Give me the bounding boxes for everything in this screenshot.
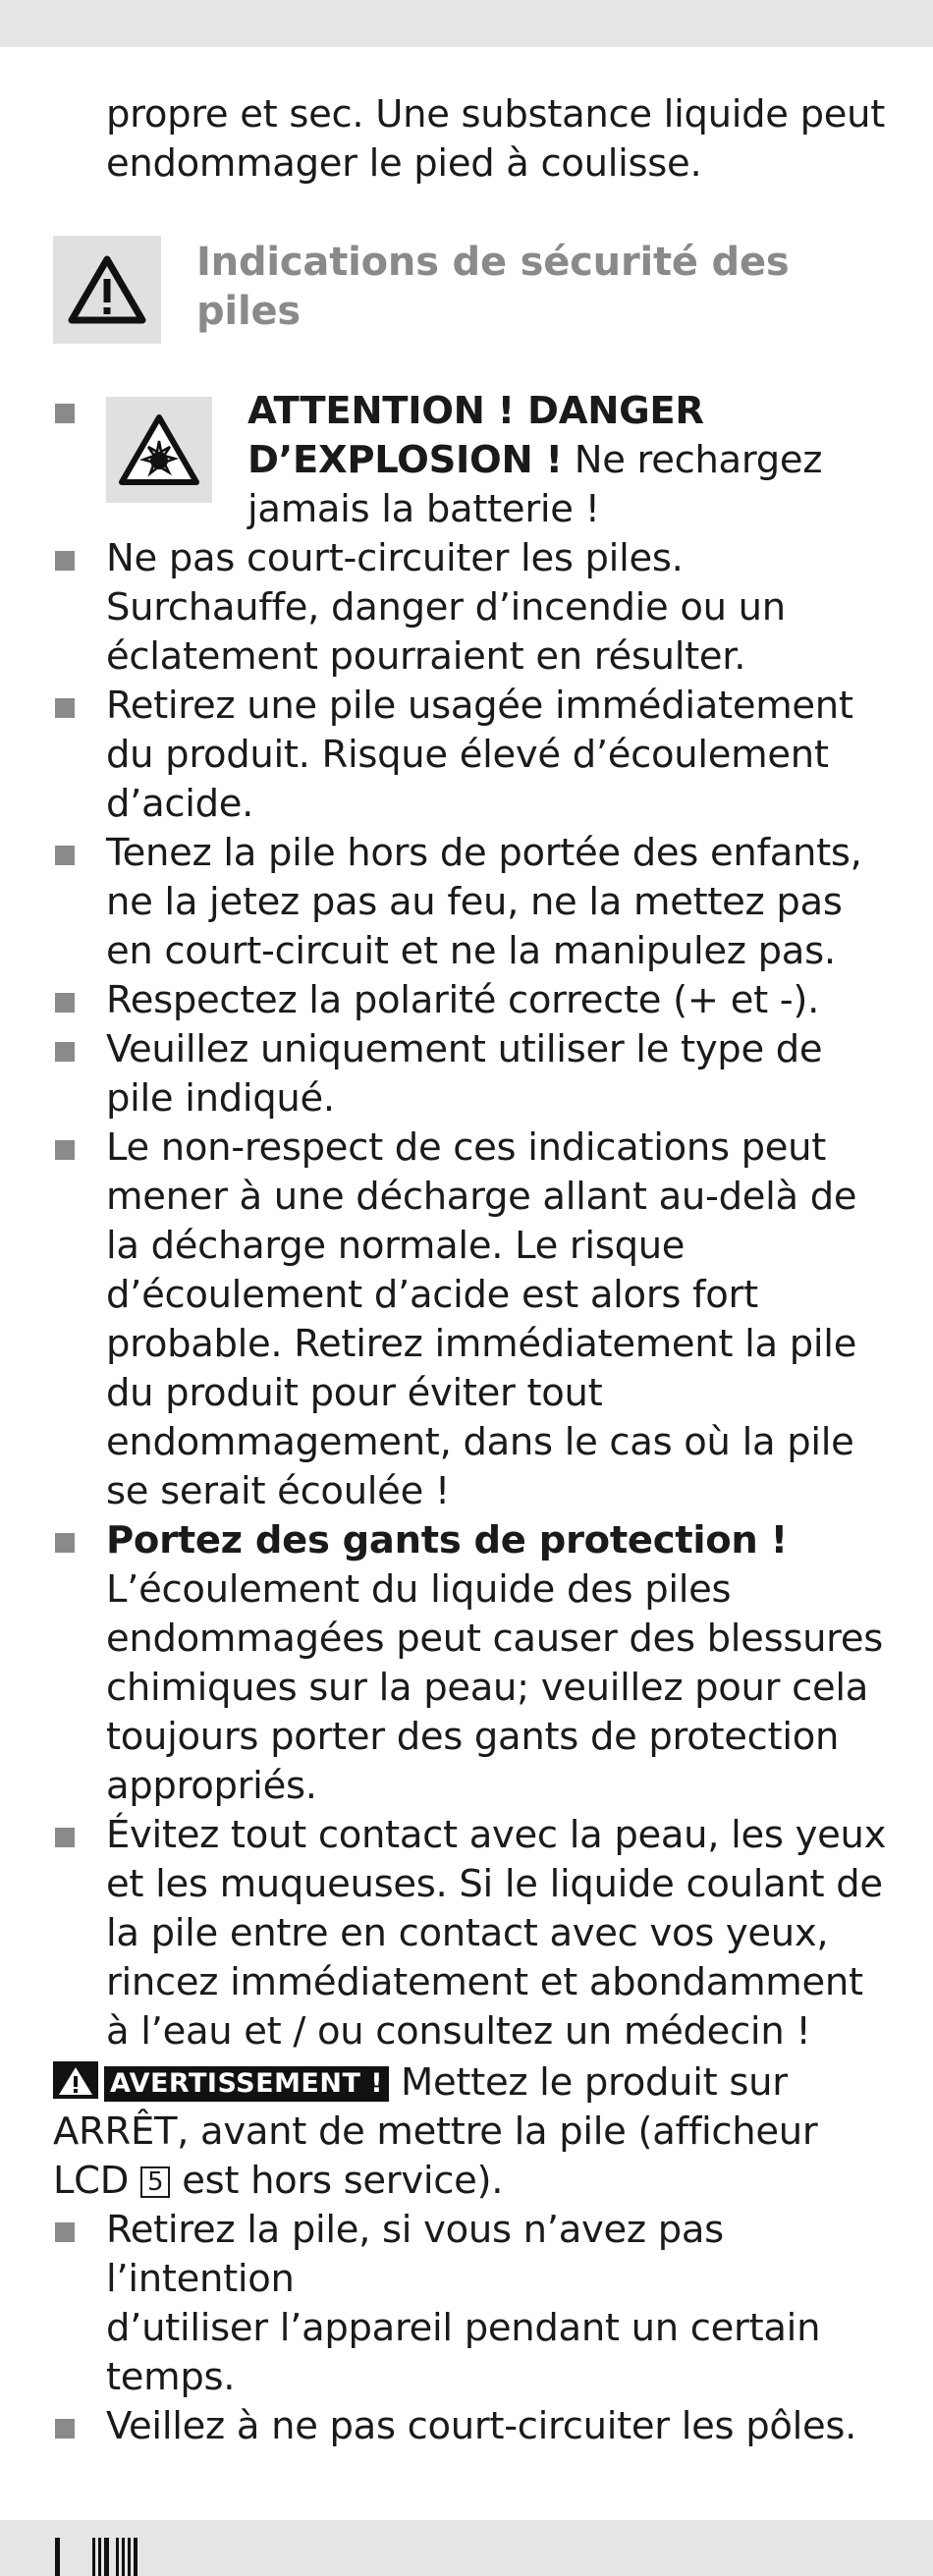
list-item	[53, 534, 888, 682]
item-text: Veuillez uniquement utiliser le type de	[106, 1027, 823, 1071]
item-text: Le non-respect de ces indications peut	[106, 1125, 827, 1170]
item-text: à l’eau et / ou consultez un médecin !	[106, 2009, 811, 2054]
item-text: Ne rechargez	[562, 438, 823, 482]
list-item	[53, 2206, 888, 2402]
bullet-icon	[55, 551, 75, 571]
bullet-icon	[55, 1533, 75, 1553]
item-text: chimiques sur la peau; veuillez pour cela	[106, 1666, 869, 1710]
item-text: du produit pour éviter tout	[106, 1371, 603, 1415]
item-text: d’acide.	[106, 782, 254, 826]
item-text: Tenez la pile hors de portée des enfants,	[106, 831, 862, 875]
list-item	[53, 387, 888, 534]
bullet-icon	[55, 404, 75, 423]
item-text: en court-circuit et ne la manipulez pas.	[106, 929, 836, 973]
bullet-icon	[55, 2419, 75, 2439]
intro-line: propre et sec. Une substance liquide peut	[106, 92, 885, 137]
page-content	[53, 90, 888, 2451]
barcode-icon	[53, 2530, 171, 2576]
header-band	[0, 0, 933, 47]
warning-text: LCD	[53, 2159, 141, 2203]
warning-text: Mettez le produit sur	[389, 2060, 788, 2105]
item-text: probable. Retirez immédiatement la pile	[106, 1322, 857, 1366]
item-text: se serait écoulée !	[106, 1469, 451, 1513]
warning-badge: AVERTISSEMENT !	[104, 2066, 389, 2102]
item-text: endommagement, dans le cas où la pile	[106, 1420, 854, 1464]
item-text: Évitez tout contact avec la peau, les yeux	[106, 1813, 887, 1857]
section-header	[53, 236, 888, 344]
section-title-line: Indications de sécurité des	[196, 240, 790, 285]
list-item	[53, 1516, 888, 1811]
battery-safety-list	[53, 387, 888, 2056]
bullet-icon	[55, 2222, 75, 2242]
section-title-line: piles	[196, 289, 301, 334]
bullet-icon	[55, 1042, 75, 1062]
warning-text: est hors service).	[170, 2159, 504, 2203]
intro-paragraph	[106, 90, 888, 189]
item-text: mener à une décharge allant au-delà de	[106, 1175, 857, 1219]
item-text: endommagées peut causer des blessures	[106, 1617, 884, 1661]
list-item	[53, 976, 888, 1025]
item-text: du produit. Risque élevé d’écoulement	[106, 733, 829, 777]
lcd-reference-box: 5	[140, 2166, 170, 2198]
item-text: Respectez la polarité correcte (+ et -).	[106, 978, 820, 1022]
intro-line: endommager le pied à coulisse.	[106, 141, 702, 186]
bullet-icon	[55, 698, 75, 718]
gloves-heading: Portez des gants de protection !	[106, 1518, 788, 1562]
bullet-icon	[55, 1140, 75, 1160]
item-text: pile indiqué.	[106, 1076, 335, 1121]
item-text: toujours porter des gants de protection	[106, 1715, 840, 1759]
item-text: ne la jetez pas au feu, ne la mettez pas	[106, 880, 843, 924]
bullet-icon	[55, 1828, 75, 1847]
danger-heading: D’EXPLOSION !	[247, 438, 563, 482]
battery-handling-list	[53, 2206, 888, 2451]
item-text: éclatement pourraient en résulter.	[106, 634, 746, 679]
explosion-icon	[106, 397, 212, 503]
item-text: d’écoulement d’acide est alors fort	[106, 1273, 758, 1317]
warning-triangle-icon	[53, 236, 161, 344]
danger-heading: ATTENTION ! DANGER	[247, 389, 704, 433]
bullet-icon	[55, 993, 75, 1013]
item-text: la pile entre en contact avec vos yeux,	[106, 1911, 829, 1955]
list-item	[53, 829, 888, 976]
item-text: et les muqueuses. Si le liquide coulant de	[106, 1862, 883, 1906]
bullet-icon	[55, 846, 75, 865]
item-text: jamais la batterie !	[247, 487, 600, 531]
list-item	[53, 1124, 888, 1516]
item-text: Retirez la pile, si vous n’avez pas l’intention	[106, 2208, 724, 2301]
item-text: Surchauffe, danger d’incendie ou un	[106, 585, 786, 630]
list-item	[53, 682, 888, 829]
item-text: appropriés.	[106, 1764, 317, 1808]
item-text: L’écoulement du liquide des piles	[106, 1567, 732, 1612]
item-text: temps.	[106, 2355, 236, 2399]
section-title	[196, 236, 790, 336]
item-text: la décharge normale. Le risque	[106, 1224, 686, 1268]
item-text: Retirez une pile usagée immédiatement	[106, 684, 853, 728]
warning-triangle-icon	[53, 2061, 98, 2099]
item-text: Veillez à ne pas court-circuiter les pôles.	[106, 2404, 857, 2448]
list-item	[53, 1025, 888, 1124]
warning-paragraph	[53, 2058, 888, 2206]
item-text: rincez immédiatement et abondamment	[106, 1960, 863, 2004]
list-item	[53, 2402, 888, 2451]
item-text: Ne pas court-circuiter les piles.	[106, 536, 684, 580]
warning-text: ARRÊT, avant de mettre la pile (afficheur	[53, 2110, 818, 2154]
list-item	[53, 1811, 888, 2056]
item-text: d’utiliser l’appareil pendant un certain	[106, 2306, 821, 2350]
